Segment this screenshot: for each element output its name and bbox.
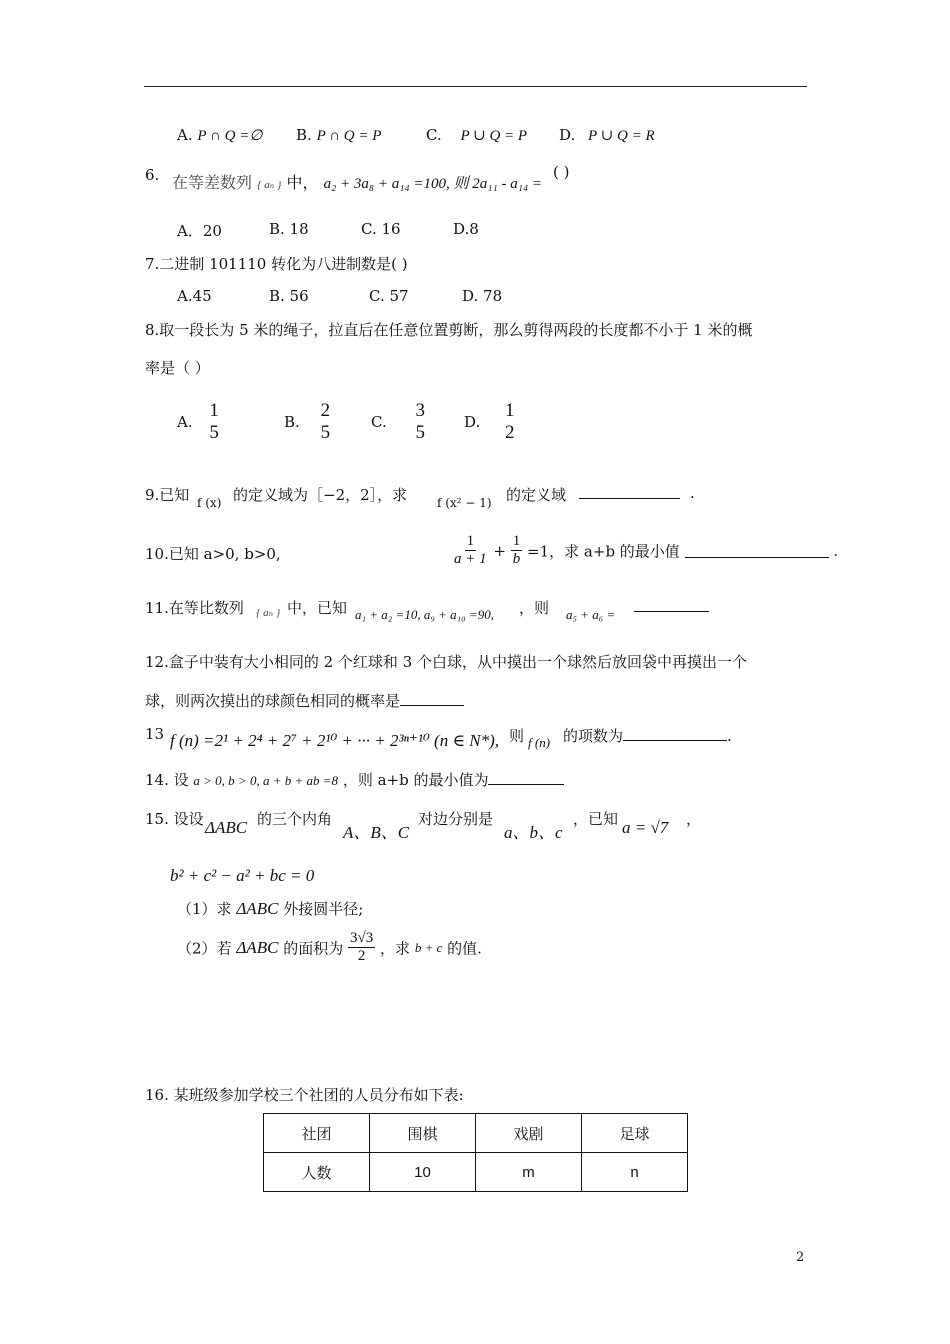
- q7-stem: 7.二进制 101110 转化为八进制数是( ): [145, 255, 408, 273]
- q15-sides: a、b、c: [504, 823, 563, 842]
- page-number: 2: [796, 1250, 805, 1265]
- q15-text-d: ，已知: [573, 810, 619, 828]
- q15-condition-2: b² + c² − a² + bc = 0: [170, 866, 315, 885]
- q7-option-d: D. 78: [462, 287, 503, 305]
- q13-text-a: 则: [509, 727, 525, 745]
- q6-option-d: D.8: [453, 220, 479, 238]
- q15-triangle: ΔABC: [205, 818, 248, 837]
- q8-option-c-fraction: 3 5: [415, 400, 425, 443]
- q13-number: 13: [145, 725, 165, 743]
- q11-text-c: ，则: [519, 599, 550, 617]
- q13-function-definition: f (n) =2¹ + 2⁴ + 2⁷ + 2¹⁰ + ··· + 2³ⁿ⁺¹⁰ (n ∈ N*),: [170, 731, 500, 750]
- q16-stem: 16. 某班级参加学校三个社团的人员分布如下表:: [145, 1086, 464, 1104]
- q9-answer-blank: [579, 484, 680, 503]
- q15-text-b: 的三个内角: [257, 810, 333, 828]
- q11-given: a₁ + a₂ =10, a₉ + a₁₀ =90,: [355, 607, 494, 622]
- q5-option-b: B. P ∩ Q = P: [296, 126, 382, 144]
- q9-text-c: 的定义域: [506, 486, 567, 504]
- q15-part-2: （2）若 ΔABC 的面积为 $\frac{3√3}{2}$ ，求 b + c 的值.: [177, 930, 482, 965]
- q5-option-d: D. P ∪ Q = R: [559, 126, 655, 144]
- q5-option-c: C. P ∪ Q = P: [426, 126, 528, 144]
- q11-text-a: 11.在等比数列: [145, 599, 244, 617]
- q11-sequence: { aₙ }: [256, 607, 281, 619]
- q6-option-a: A．20: [177, 222, 222, 240]
- q15-part-1: （1）求 ΔABC 外接圆半径;: [177, 899, 364, 918]
- q11-answer-blank: [634, 597, 709, 616]
- q8-option-c: C. 3 5: [371, 400, 425, 443]
- q6-option-c: C. 16: [361, 220, 401, 238]
- q11-text-b: 中，已知: [287, 599, 348, 617]
- q10-fraction-1: $\frac{1}{a + 1}$: [454, 533, 487, 568]
- table-header-row: [264, 1114, 688, 1153]
- q10-answer-blank: [685, 543, 829, 558]
- q10-fraction-2: $\frac{1}{b}$: [512, 533, 521, 568]
- table-header-cell: 戏剧: [476, 1114, 582, 1153]
- q15-comma: ，: [686, 810, 702, 828]
- q9-text-b: 的定义域为［−2，2］，求: [233, 486, 408, 504]
- q9-function: f (x): [197, 496, 222, 510]
- table-cell: 10: [370, 1153, 476, 1192]
- q6-stem: 在等差数列 { aₙ } 中， a₂ + 3a₈ + a₁₄ =100, 则 2a₁₁ - a₁₄ =: [172, 173, 543, 192]
- q6-option-b: B. 18: [269, 220, 309, 238]
- q15-angles: A、B、C: [343, 823, 410, 842]
- q10-equation: $\frac{1}{a + 1}$ + $\frac{1}{b}$ =1，求 a+b 的最小值 .: [454, 533, 839, 568]
- q15-condition-1: a = √7: [622, 818, 669, 837]
- q8-stem-line2: 率是（ ）: [145, 359, 210, 377]
- table-header-cell: 足球: [582, 1114, 688, 1153]
- table-row: [264, 1153, 688, 1192]
- q6-number: 6.: [145, 166, 160, 184]
- table-cell: 人数: [264, 1153, 370, 1192]
- table-cell: n: [582, 1153, 688, 1192]
- q8-option-a-fraction: 1 5: [209, 400, 219, 443]
- q9-text-a: 9.已知: [145, 486, 190, 504]
- header-rule: [144, 86, 807, 87]
- q14-stem: 14. 设 a > 0, b > 0, a + b + ab =8 ，则 a+b 的最小值为: [145, 769, 564, 790]
- q7-option-b: B. 56: [269, 287, 309, 305]
- q8-option-a: A. 1 5: [177, 400, 219, 443]
- table-header-cell: 社团: [264, 1114, 370, 1153]
- q11-ask: a₅ + a₆ =: [566, 607, 616, 622]
- q8-option-d: D. 1 2: [464, 400, 515, 443]
- club-distribution-table: [263, 1113, 688, 1192]
- q6-answer-bracket: ( ): [553, 163, 570, 181]
- q8-option-b-fraction: 2 5: [320, 400, 331, 443]
- q8-option-d-fraction: 1 2: [505, 400, 515, 443]
- q7-option-a: A.45: [177, 287, 212, 305]
- q12-answer-blank: [400, 691, 464, 706]
- q13-text-b: 的项数为 .: [563, 727, 732, 745]
- q5-option-a: A. P ∩ Q =∅: [177, 126, 263, 144]
- q13-function: f (n): [528, 735, 551, 750]
- q10-text-a: 10.已知 a>0, b>0,: [145, 545, 281, 563]
- q9-period: .: [690, 484, 695, 502]
- q8-stem-line1: 8.取一段长为 5 米的绳子，拉直后在任意位置剪断，那么剪得两段的长度都不小于 1 米的概: [145, 321, 753, 339]
- q15-text-a: 15. 设设: [145, 810, 204, 828]
- q8-option-b: B. 2 5: [284, 400, 331, 443]
- table-header-cell: 围棋: [370, 1114, 476, 1153]
- table-cell: m: [476, 1153, 582, 1192]
- q12-stem-line2: 球，则两次摸出的球颜色相同的概率是: [145, 690, 464, 711]
- q14-answer-blank: [488, 770, 564, 785]
- q9-composite-function: f (x² − 1): [437, 496, 492, 510]
- q13-answer-blank: [623, 726, 727, 741]
- q15-area-fraction: $\frac{3√3}{2}$: [350, 930, 374, 965]
- q15-text-c: 对边分别是: [418, 810, 494, 828]
- q12-stem-line1: 12.盒子中装有大小相同的 2 个红球和 3 个白球，从中摸出一个球然后放回袋中再摸出一个: [145, 653, 748, 671]
- q7-option-c: C. 57: [369, 287, 409, 305]
